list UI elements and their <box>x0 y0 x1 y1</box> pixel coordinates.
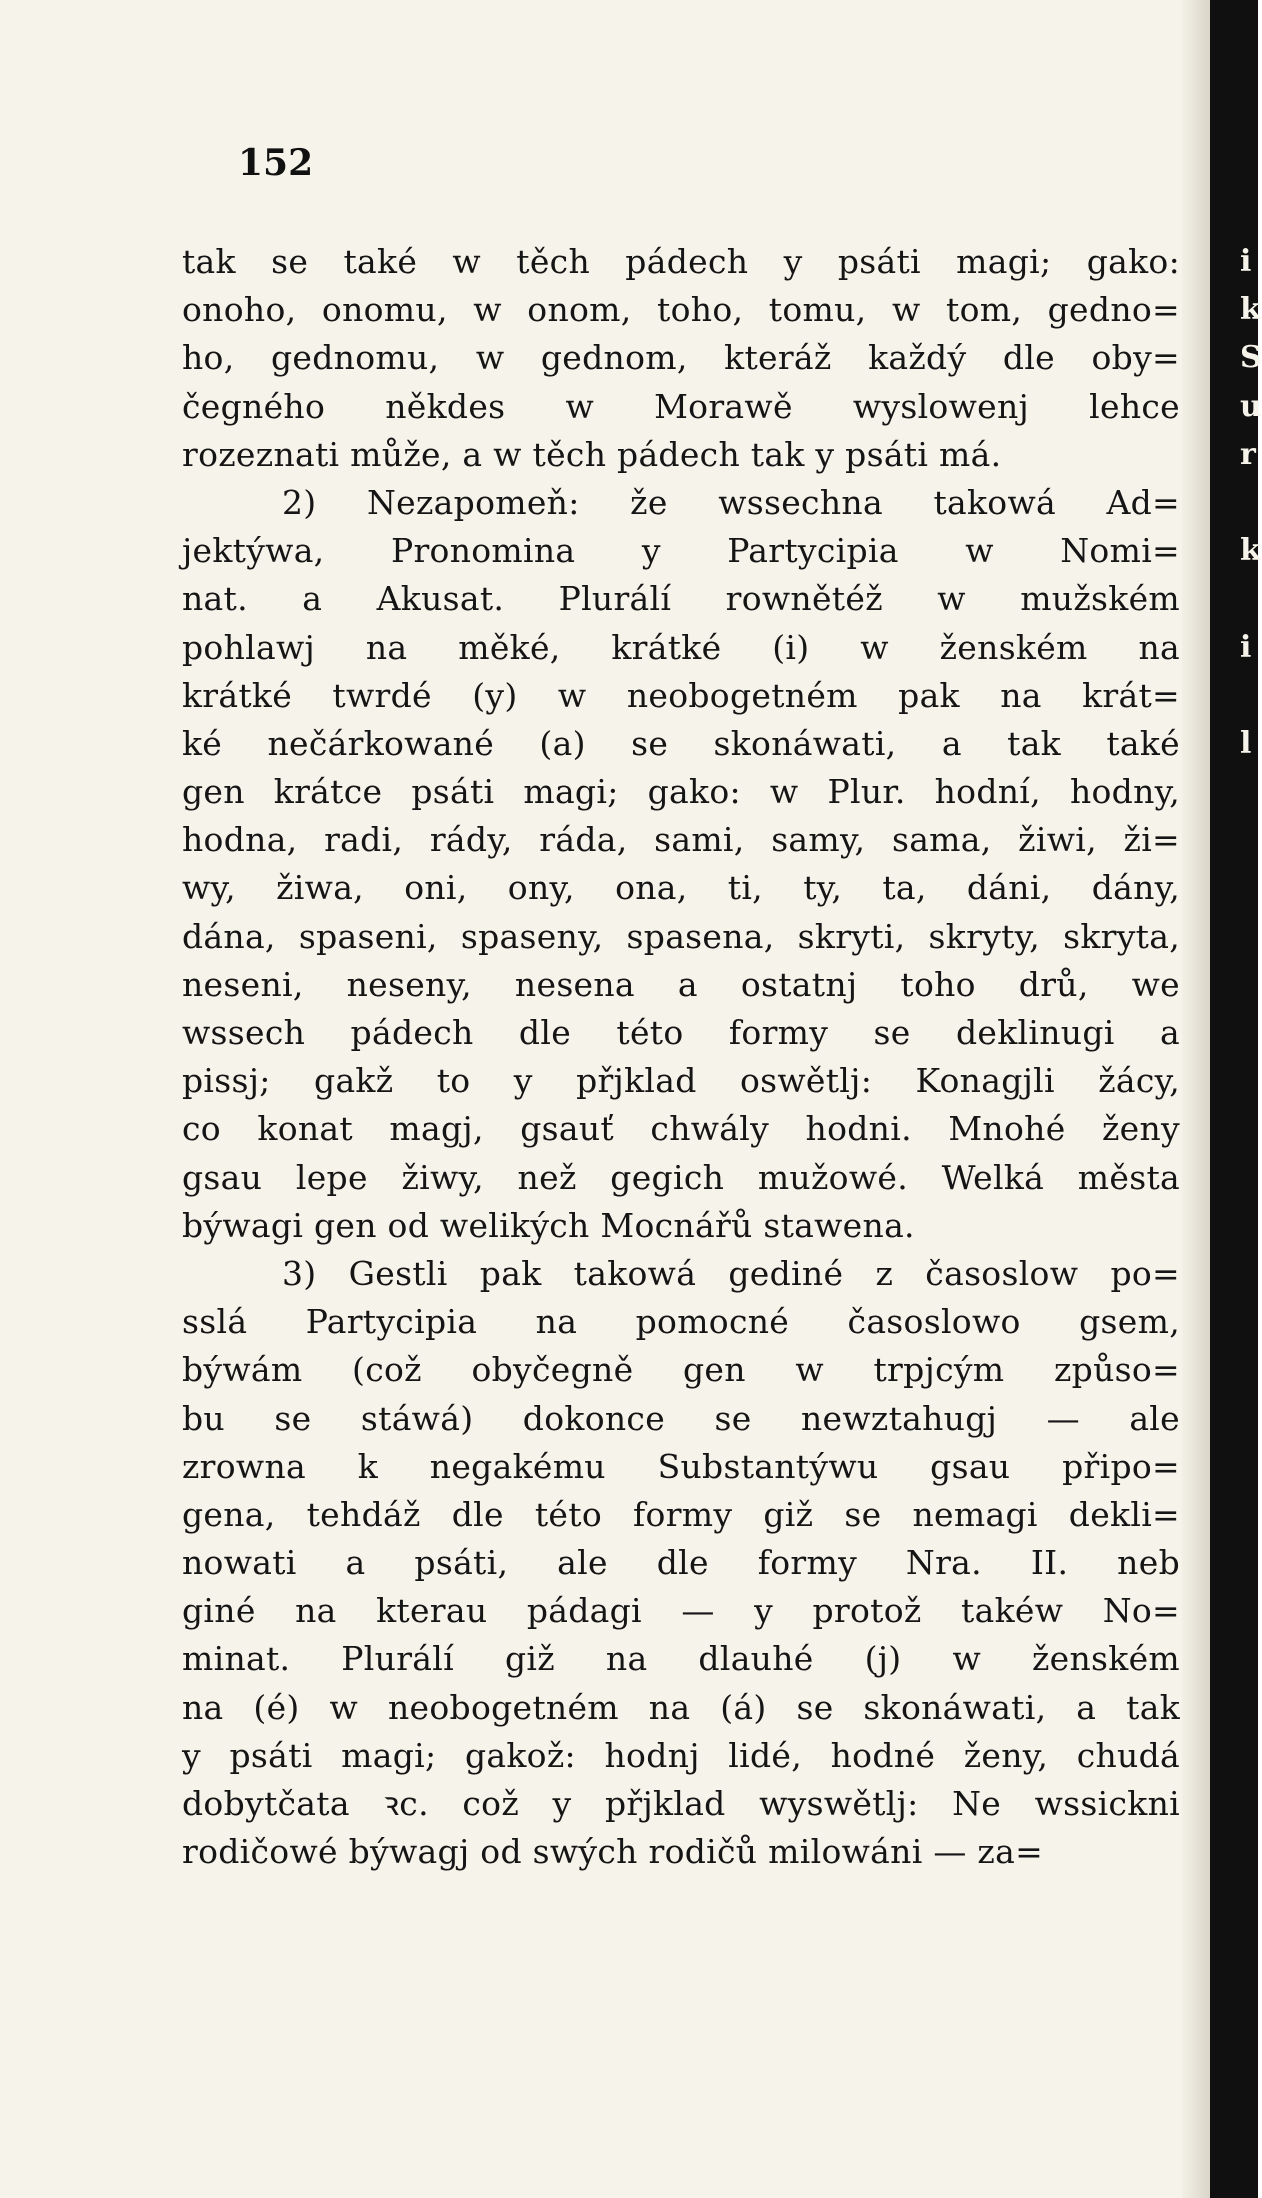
edge-letter <box>1240 1346 1258 1394</box>
edge-letter <box>1240 1250 1258 1298</box>
body-text <box>182 238 1180 1876</box>
edge-letter <box>1240 1154 1258 1202</box>
edge-letter <box>1240 913 1258 961</box>
edge-letter <box>1240 1635 1258 1683</box>
text-line: rodičowé býwagj od swých rodičů milowáni — za= <box>182 1832 1044 1872</box>
text-line: na (é) w neobogetném na (á) se skonáwati, a tak <box>182 1687 1180 1727</box>
edge-letter: u <box>1240 388 1262 424</box>
edge-letter <box>1240 1828 1258 1876</box>
text-line: gsau lepe žiwy, než gegich mužowé. Welká města <box>182 1157 1180 1197</box>
text-line: čegného někdes w Morawě wyslowenj lehce <box>182 386 1180 426</box>
edge-letter: r <box>1240 436 1256 472</box>
edge-letter <box>1240 1539 1258 1587</box>
text-line: wy, žiwa, oni, ony, ona, ti, ty, ta, dáni, dány, <box>182 868 1180 908</box>
text-line: 2) Nezapomeň: že wssechna takowá Ad= <box>282 482 1180 522</box>
text-line: onoho, onomu, w onom, toho, tomu, w tom, gedno= <box>182 290 1180 330</box>
text-line: giné na kterau pádagi — y protož takéw No= <box>182 1591 1180 1631</box>
text-line: ké nečárkowané (a) se skonáwati, a tak také <box>182 723 1180 763</box>
edge-letter <box>1240 1298 1258 1346</box>
text-line: co konat magj, gsauť chwály hodni. Mnohé ženy <box>182 1109 1180 1149</box>
text-line: 3) Gestli pak takowá gediné z časoslow po= <box>282 1253 1180 1293</box>
text-line: minat. Plurálí giž na dlauhé (j) w ženském <box>182 1639 1180 1679</box>
text-line: krátké twrdé (y) w neobogetném pak na krát= <box>182 675 1180 715</box>
text-line: gen krátce psáti magi; gako: w Plur. hodní, hodny, <box>182 772 1180 812</box>
edge-letter <box>1240 1202 1258 1250</box>
edge-letter <box>1240 768 1258 816</box>
edge-letter <box>1240 575 1258 623</box>
adjacent-page-letters <box>1240 238 1262 1876</box>
text-line: býwagi gen od welikých Mocnářů stawena. <box>182 1205 915 1245</box>
edge-letter <box>1240 1057 1258 1105</box>
text-line: nowati a psáti, ale dle formy Nra. II. neb <box>182 1543 1180 1583</box>
text-line: sslá Partycipia na pomocné časoslowo gsem, <box>182 1302 1180 1342</box>
text-line: nat. a Akusat. Plurálí rownětéž w mužském <box>182 579 1180 619</box>
edge-letter <box>1240 816 1258 864</box>
text-line: wssech pádech dle této formy se deklinugi a <box>182 1013 1180 1052</box>
text-line: tak se také w těch pádech y psáti magi; gako: <box>182 242 1180 281</box>
edge-letter: i <box>1240 629 1252 665</box>
text-line: dána, spaseni, spaseny, spasena, skryti, skryty, skryta, <box>182 916 1180 956</box>
text-line: y psáti magi; gakož: hodnj lidé, hodné ženy, chudá <box>182 1735 1180 1775</box>
edge-letter <box>1240 1491 1258 1539</box>
text-line: býwám (což obyčegně gen w trpjcým způso= <box>182 1350 1180 1390</box>
edge-letter <box>1240 864 1258 912</box>
edge-letter <box>1240 1009 1258 1057</box>
text-line: pohlawj na měké, krátké (i) w ženském na <box>182 627 1180 667</box>
edge-letter <box>1240 672 1258 720</box>
text-line: dobytčata ꝛc. což y přjklad wyswětlj: Ne wssickni <box>182 1784 1180 1823</box>
edge-letter <box>1240 1684 1258 1732</box>
text-line: ho, gednomu, w gednom, kteráž každý dle oby= <box>182 338 1180 378</box>
edge-letter <box>1240 1443 1258 1491</box>
edge-letter <box>1240 479 1258 527</box>
text-line: gena, tehdáž dle této formy giž se nemagi dekli= <box>182 1494 1180 1534</box>
edge-letter <box>1240 961 1258 1009</box>
edge-letter <box>1240 1732 1258 1780</box>
text-line: jektýwa, Pronomina y Partycipia w Nomi= <box>182 531 1180 571</box>
edge-letter <box>1240 1780 1258 1828</box>
edge-letter: k <box>1240 533 1261 569</box>
edge-letter <box>1240 1587 1258 1635</box>
text-line: rozeznati může, a w těch pádech tak y psáti má. <box>182 434 1002 474</box>
edge-letter: S <box>1240 340 1262 376</box>
edge-letter: l <box>1240 725 1252 761</box>
text-line: pissj; gakž to y přjklad oswětlj: Konagjli žácy, <box>182 1061 1180 1101</box>
page-gutter <box>1182 0 1210 2198</box>
edge-letter: i <box>1240 244 1252 279</box>
text-line: bu se stáwá) dokonce se newztahugj — ale <box>182 1398 1180 1438</box>
page-number: 152 <box>238 142 314 184</box>
edge-letter <box>1240 1395 1258 1443</box>
text-line: zrowna k negakému Substantýwu gsau připo= <box>182 1446 1180 1486</box>
edge-letter: k <box>1240 292 1261 328</box>
text-line: hodna, radi, rády, ráda, sami, samy, sama, žiwi, ži= <box>182 820 1180 860</box>
text-line: neseni, neseny, nesena a ostatnj toho drů, we <box>182 964 1180 1004</box>
edge-letter <box>1240 1105 1258 1153</box>
